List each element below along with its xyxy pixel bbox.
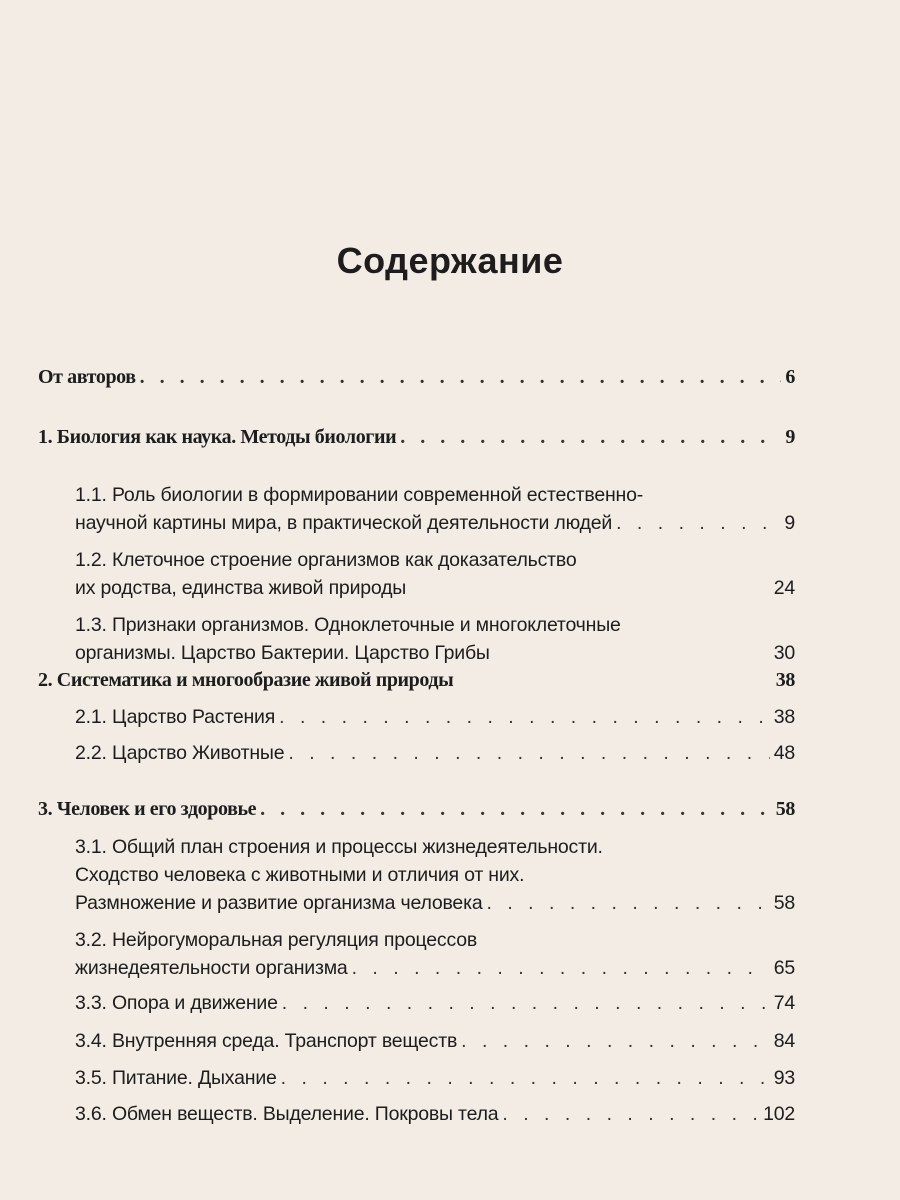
toc-entry-title: 2.2. Царство Животные — [75, 742, 285, 764]
dot-leader — [461, 1030, 770, 1053]
toc-page-number: 58 — [775, 798, 795, 820]
toc-entry — [75, 614, 795, 670]
toc-page-number: 58 — [773, 892, 795, 914]
toc-page-number: 93 — [773, 1067, 795, 1089]
dot-leader — [400, 426, 781, 449]
toc-entry — [75, 549, 795, 605]
toc-entry-title: 1. Биология как наука. Методы биологии — [38, 426, 397, 448]
dot-leader — [260, 798, 772, 821]
toc-entry-title: научной картины мира, в практической деятельности людей — [75, 512, 613, 534]
toc-entry-title: 1.2. Клеточное строение организмов как доказательство — [75, 549, 577, 571]
toc-entry-title: 3. Человек и его здоровье — [38, 798, 257, 820]
toc-entry — [75, 1103, 795, 1131]
toc-page-number: 74 — [773, 992, 795, 1014]
toc-entry — [38, 366, 795, 394]
toc-page-number: 102 — [763, 1103, 795, 1125]
toc-entry — [75, 1030, 795, 1058]
toc-page-number: 30 — [773, 642, 795, 664]
toc-entry — [75, 484, 795, 540]
toc-entry-title: 2.1. Царство Растения — [75, 706, 276, 728]
toc-entry-title: их родства, единства живой природы — [75, 577, 407, 599]
toc-entry-title: От авторов — [38, 366, 136, 388]
toc-entry — [75, 706, 795, 734]
toc-entry — [75, 836, 795, 920]
toc-entry-title: 3.5. Питание. Дыхание — [75, 1067, 277, 1089]
toc-page-number: 48 — [773, 742, 795, 764]
toc-page-number: 9 — [785, 426, 795, 448]
dot-leader — [352, 957, 770, 980]
toc-page-number: 65 — [773, 957, 795, 979]
toc-entry-title: жизнедеятельности организма — [75, 957, 348, 979]
toc-entry — [38, 798, 795, 826]
toc-page-number: 84 — [773, 1030, 795, 1052]
toc-entry-title: 1.1. Роль биологии в формировании современной естественно- — [75, 484, 644, 506]
toc-page-number: 38 — [773, 706, 795, 728]
toc-page-number: 9 — [784, 512, 795, 534]
toc-entry-title: организмы. Царство Бактерии. Царство Грибы — [75, 642, 490, 664]
toc-entry-title: 2. Систематика и многообразие живой природы — [38, 669, 454, 691]
toc-entry — [75, 742, 795, 770]
toc-entry-title: 3.1. Общий план строения и процессы жизнедеятельности. — [75, 836, 603, 858]
dot-leader — [288, 742, 769, 765]
toc-entry-title: 3.3. Опора и движение — [75, 992, 278, 1014]
dot-leader — [282, 992, 770, 1015]
dot-leader — [140, 366, 782, 389]
dot-leader — [616, 512, 780, 535]
toc-entry-title: 1.3. Признаки организмов. Одноклеточные и многоклеточные — [75, 614, 621, 636]
toc-entry-title: Размножение и развитие организма человека — [75, 892, 483, 914]
toc-entry — [38, 669, 795, 697]
dot-leader — [281, 1067, 770, 1090]
toc-page-number: 38 — [775, 669, 795, 691]
dot-leader — [502, 1103, 759, 1126]
toc-page-number: 24 — [773, 577, 795, 599]
toc-entry — [75, 1067, 795, 1095]
dot-leader — [486, 892, 769, 915]
toc-entry — [75, 929, 795, 985]
toc-page-number: 6 — [785, 366, 795, 388]
toc-entry-title: 3.6. Обмен веществ. Выделение. Покровы тела — [75, 1103, 499, 1125]
toc-entry-title: 3.2. Нейрогуморальная регуляция процессов — [75, 929, 478, 951]
toc-entry — [75, 992, 795, 1020]
toc-entry — [38, 426, 795, 454]
dot-leader — [279, 706, 770, 729]
toc-entry-title: Сходство человека с животными и отличия от них. — [75, 864, 525, 886]
toc-entry-title: 3.4. Внутренняя среда. Транспорт веществ — [75, 1030, 458, 1052]
page-title: Содержание — [336, 240, 564, 281]
